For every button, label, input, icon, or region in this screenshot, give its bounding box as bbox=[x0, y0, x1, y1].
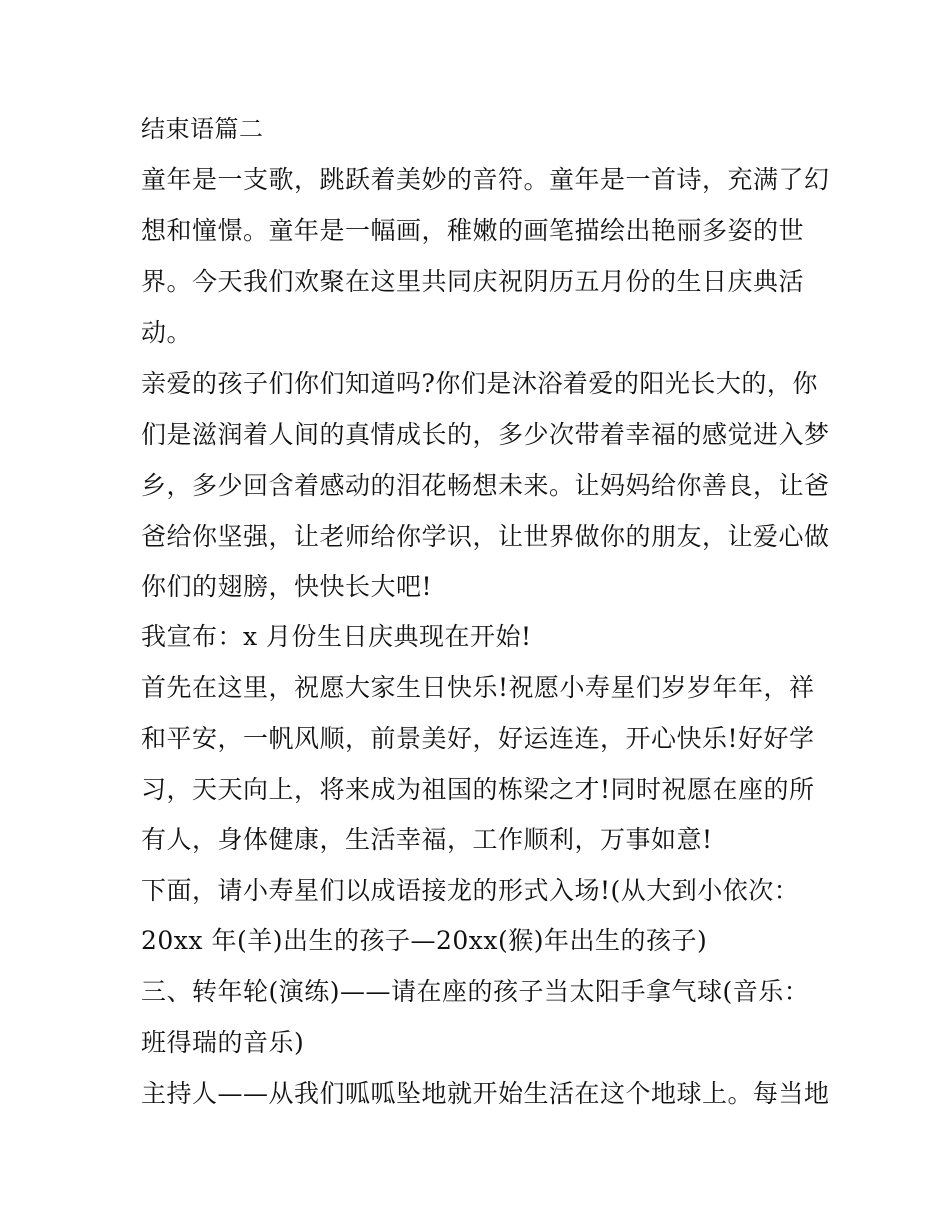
text-line: 首先在这里，祝愿大家生日快乐!祝愿小寿星们岁岁年年，祥 bbox=[141, 673, 815, 702]
text-line: 我宣布：x 月份生日庆典现在开始! bbox=[141, 622, 532, 651]
text-line: 亲爱的孩子们你们知道吗?你们是沐浴着爱的阳光长大的，你 bbox=[141, 369, 818, 398]
text-line: 20xx 年(羊)出生的孩子—20xx(猴)年出生的孩子) bbox=[141, 926, 708, 955]
section-heading: 结束语篇二 bbox=[141, 115, 264, 143]
text-line: 动。 bbox=[141, 318, 193, 347]
text-line: 下面，请小寿星们以成语接龙的形式入场!(从大到小依次： bbox=[141, 876, 800, 905]
text-line: 习，天天向上，将来成为祖国的栋梁之才!同时祝愿在座的所 bbox=[141, 775, 815, 804]
text-line: 乡，多少回含着感动的泪花畅想未来。让妈妈给你善良，让爸 bbox=[141, 471, 830, 500]
text-line: 爸给你坚强，让老师给你学识，让世界做你的朋友，让爱心做 bbox=[141, 522, 830, 551]
text-line: 班得瑞的音乐) bbox=[141, 1028, 305, 1057]
text-line: 想和憧憬。童年是一幅画，稚嫩的画笔描绘出艳丽多姿的世 bbox=[141, 216, 805, 245]
text-line: 主持人——从我们呱呱坠地就开始生活在这个地球上。每当地 bbox=[141, 1079, 830, 1108]
text-line: 你们的翅膀，快快长大吧! bbox=[141, 572, 433, 601]
text-line: 界。今天我们欢聚在这里共同庆祝阴历五月份的生日庆典活 bbox=[141, 267, 805, 296]
text-line: 们是滋润着人间的真情成长的，多少次带着幸福的感觉进入梦 bbox=[141, 420, 830, 449]
text-line: 和平安，一帆风顺，前景美好，好运连连，开心快乐!好好学 bbox=[141, 724, 815, 753]
text-line: 三、转年轮(演练)——请在座的孩子当太阳手拿气球(音乐： bbox=[141, 977, 810, 1006]
text-line: 童年是一支歌，跳跃着美妙的音符。童年是一首诗，充满了幻 bbox=[141, 165, 830, 194]
text-line: 有人，身体健康，生活幸福，工作顺利，万事如意! bbox=[141, 825, 713, 854]
